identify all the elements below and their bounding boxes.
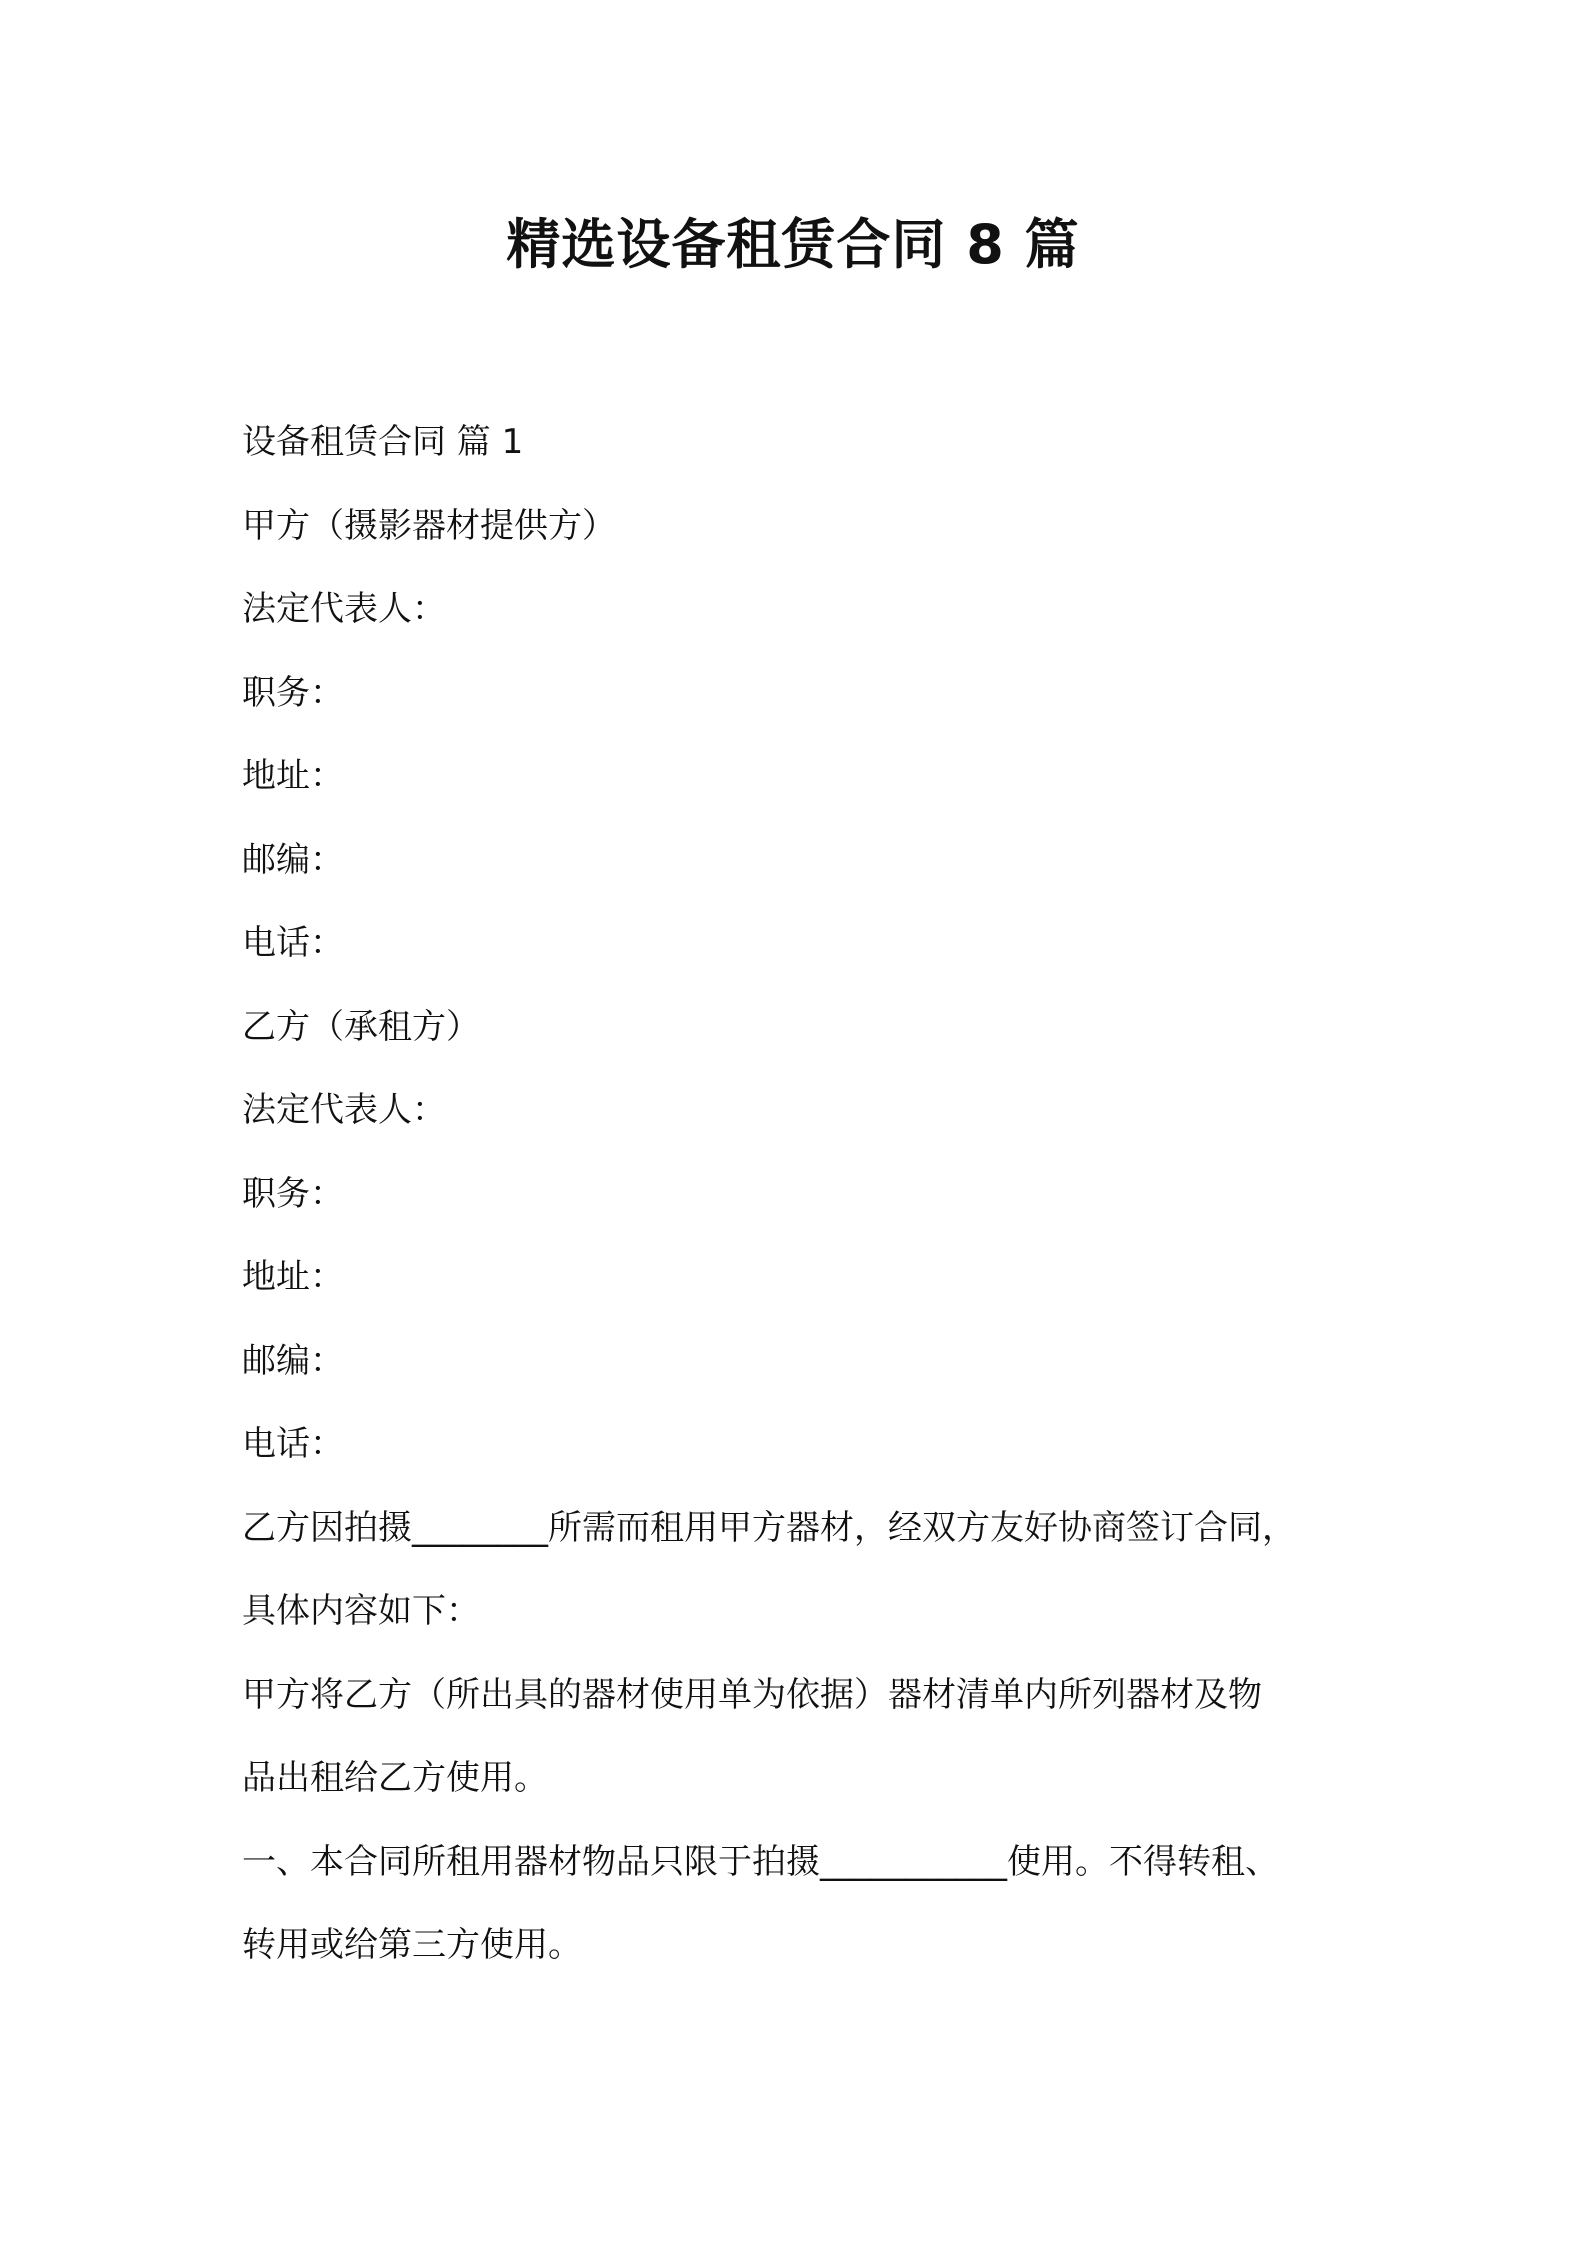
document-body xyxy=(242,401,1382,1988)
paragraph-lease-line-2: 品出租给乙方使用。 xyxy=(242,1758,548,1798)
clause-1-line-2: 转用或给第三方使用。 xyxy=(242,1925,582,1965)
section-heading: 设备租赁合同 篇 1 xyxy=(242,422,524,462)
party-a-label: 甲方（摄影器材提供方） xyxy=(242,505,616,546)
party-a-legal-rep: 法定代表人： xyxy=(242,589,446,629)
party-b-position: 职务： xyxy=(242,1173,344,1214)
party-b-address: 地址： xyxy=(242,1257,344,1297)
party-a-position: 职务： xyxy=(242,672,344,713)
clause-1-line-1: 一、本合同所租用器材物品只限于拍摄___________使用。不得转租、 xyxy=(242,1841,1279,1882)
party-b-legal-rep: 法定代表人： xyxy=(242,1090,446,1130)
party-a-address: 地址： xyxy=(242,756,344,796)
party-b-phone: 电话： xyxy=(242,1424,344,1464)
party-a-postcode: 邮编： xyxy=(242,839,344,880)
document-title: 精选设备租赁合同 8 篇 xyxy=(506,213,1080,276)
paragraph-lease-line-1: 甲方将乙方（所出具的器材使用单为依据）器材清单内所列器材及物 xyxy=(242,1674,1262,1715)
party-a-phone: 电话： xyxy=(242,923,344,963)
party-b-label: 乙方（承租方） xyxy=(242,1006,480,1047)
party-b-postcode: 邮编： xyxy=(242,1340,344,1381)
paragraph-intro-line-2: 具体内容如下： xyxy=(242,1591,480,1631)
paragraph-intro-line-1: 乙方因拍摄________所需而租用甲方器材，经双方友好协商签订合同， xyxy=(242,1507,1296,1548)
